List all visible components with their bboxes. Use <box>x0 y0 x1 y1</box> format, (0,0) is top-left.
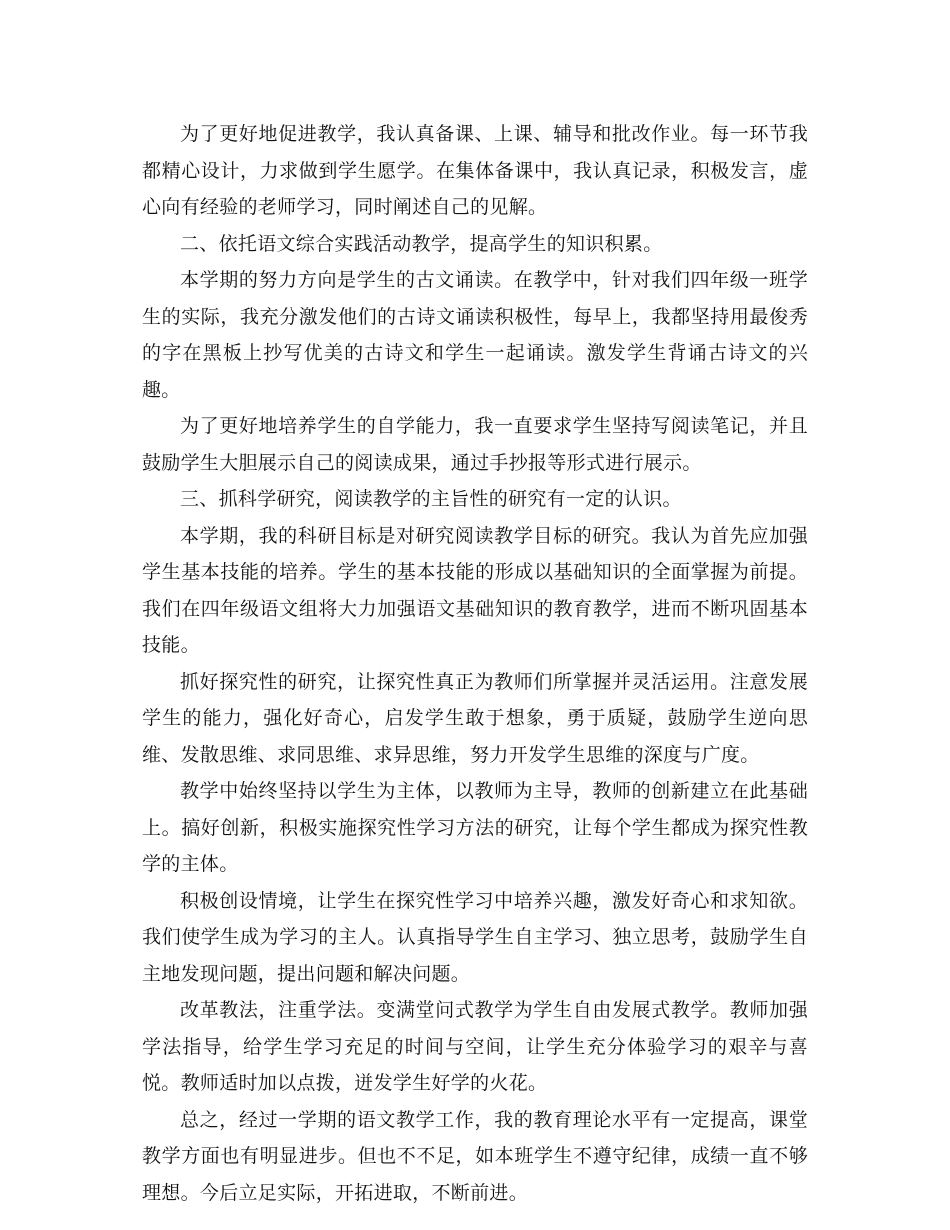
paragraph-self-study: 为了更好地培养学生的自学能力，我一直要求学生坚持写阅读笔记，并且鼓励学生大胆展示自己的阅读成果，通过手抄报等形式进行展示。 <box>142 415 808 474</box>
paragraph-lesson-preparation: 为了更好地促进教学，我认真备课、上课、辅导和批改作业。每一环节我都精心设计，力求做到学生愿学。在集体备课中，我认真记录，积极发言，虚心向有经验的老师学习，同时阐述自己的见解。 <box>142 123 808 218</box>
section-heading-practice-activities: 二、依托语文综合实践活动教学，提高学生的知识积累。 <box>180 232 663 255</box>
paragraph-classical-reading: 本学期的努力方向是学生的古文诵读。在教学中，针对我们四年级一班学生的实际，我充分激发他们的古诗文诵读积极性，每早上，我都坚持用最俊秀的字在黑板上抄写优美的古诗文和学生一起诵读。激发学生背诵古诗文的兴趣。 <box>142 269 808 401</box>
paragraph-summary: 总之，经过一学期的语文教学工作，我的教育理论水平有一定提高，课堂教学方面也有明显进步。但也不不足，如本班学生不遵守纪律，成绩一直不够理想。今后立足实际，开拓进取，不断前进。 <box>142 1108 808 1204</box>
document-page <box>142 116 808 1211</box>
paragraph-student-centered: 教学中始终坚持以学生为主体，以教师为主导，教师的创新建立在此基础上。搞好创新，积极实施探究性学习方法的研究，让每个学生都成为探究性教学的主体。 <box>142 780 808 875</box>
paragraph-teaching-reform: 改革教法，注重学法。变满堂问式教学为学生自由发展式教学。教师加强学法指导，给学生学习充足的时间与空间，让学生充分体验学习的艰辛与喜悦。教师适时加以点拨，迸发学生好学的火花。 <box>142 999 808 1094</box>
section-heading-research: 三、抓科学研究，阅读教学的主旨性的研究有一定的认识。 <box>180 488 682 510</box>
paragraph-create-situations: 积极创设情境，让学生在探究性学习中培养兴趣，激发好奇心和求知欲。我们使学生成为学习的主人。认真指导学生自主学习、独立思考，鼓励学生自主地发现问题，提出问题和解决问题。 <box>142 889 808 985</box>
paragraph-research-goal: 本学期，我的科研目标是对研究阅读教学目标的研究。我认为首先应加强学生基本技能的培养。学生的基本技能的形成以基础知识的全面掌握为前提。我们在四年级语文组将大力加强语文基础知识的教育教学，进而不断巩固基本技能。 <box>142 524 808 656</box>
paragraph-inquiry-research: 抓好探究性的研究，让探究性真正为教师们所掌握并灵活运用。注意发展学生的能力，强化好奇心，启发学生敢于想象，勇于质疑，鼓励学生逆向思维、发散思维、求同思维、求异思维，努力开发学生思维的深度与广度。 <box>142 670 808 766</box>
